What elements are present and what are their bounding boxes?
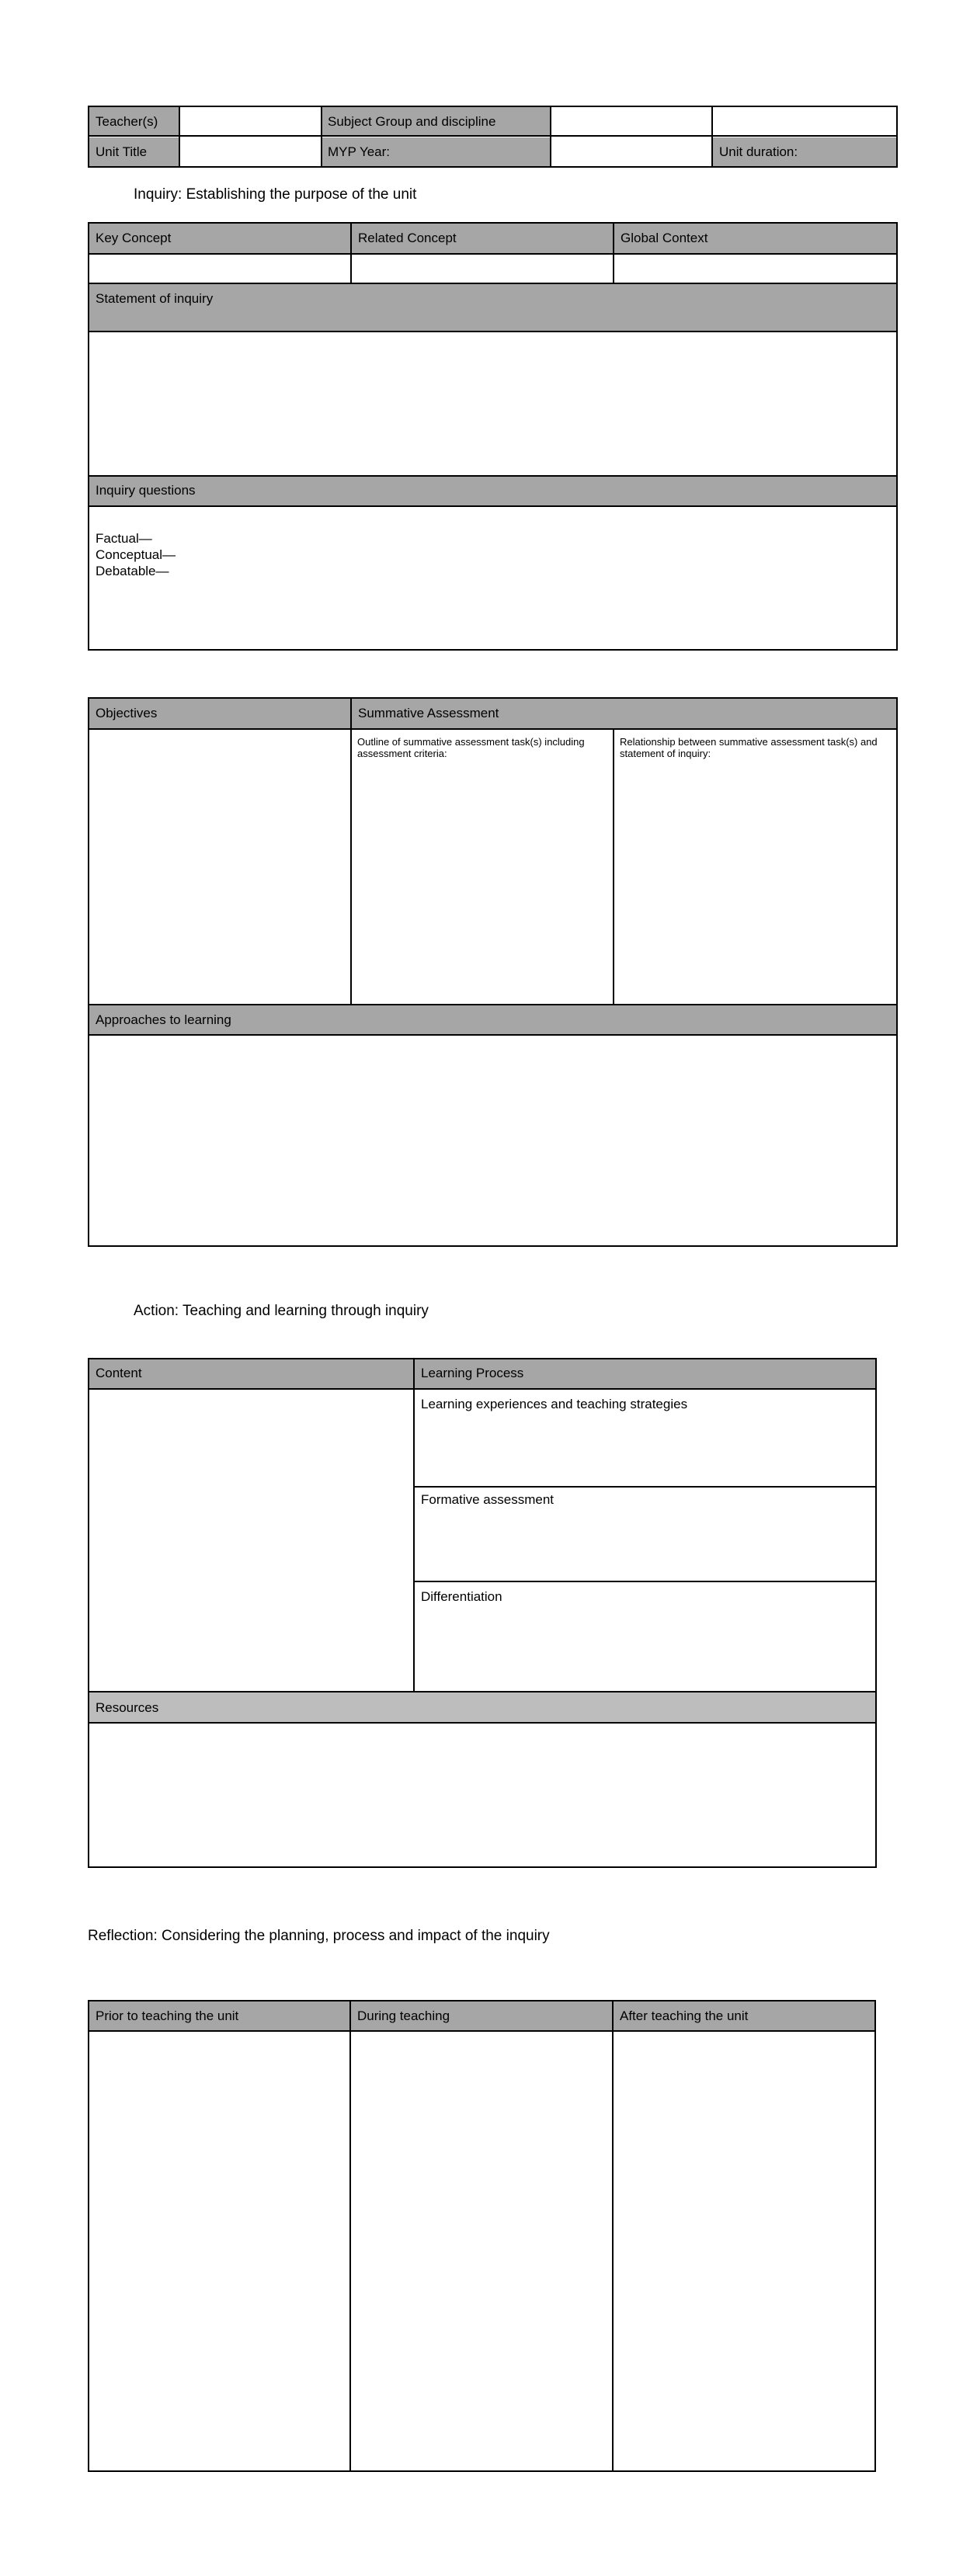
conceptual-question: Conceptual—: [96, 547, 176, 562]
myp-year-label: MYP Year:: [328, 144, 391, 159]
debatable-question: Debatable—: [96, 564, 169, 578]
resources-field[interactable]: [89, 1724, 875, 1866]
after-field[interactable]: [614, 2032, 874, 2470]
inquiry-questions-label: Inquiry questions: [96, 483, 196, 498]
relationship-label: Relationship between summative assessment task(s) and statement of inquiry:: [620, 736, 878, 759]
related-concept-label: Related Concept: [358, 231, 457, 245]
key-concept-field[interactable]: [89, 255, 350, 283]
resources-label: Resources: [96, 1700, 159, 1715]
inquiry-questions-header: [89, 477, 896, 505]
content-label: Content: [96, 1366, 142, 1380]
prior-field[interactable]: [89, 2032, 349, 2470]
concept-header-row: [89, 224, 896, 253]
global-context-label: Global Context: [621, 231, 708, 245]
outline-label: Outline of summative assessment task(s) including assessment criteria:: [357, 736, 585, 759]
inquiry-questions-field[interactable]: [89, 507, 896, 649]
unit-title-label: Unit Title: [96, 144, 148, 159]
teacher-field[interactable]: [180, 107, 321, 135]
atl-field[interactable]: [89, 1036, 896, 1245]
during-field[interactable]: [351, 2032, 612, 2470]
content-field[interactable]: [89, 1390, 413, 1691]
subject-label: Subject Group and discipline: [328, 114, 496, 129]
unit-duration-label: Unit duration:: [719, 144, 798, 159]
reflection-heading: Reflection: Considering the planning, process and impact of the inquiry: [88, 1928, 550, 1944]
related-concept-field[interactable]: [352, 255, 613, 283]
statement-of-inquiry-label: Statement of inquiry: [96, 291, 214, 306]
action-heading: Action: Teaching and learning through inquiry: [134, 1303, 429, 1319]
key-concept-label: Key Concept: [96, 231, 172, 245]
global-context-field[interactable]: [614, 255, 896, 283]
inquiry-heading: Inquiry: Establishing the purpose of the unit: [134, 186, 417, 203]
outline-field[interactable]: [352, 730, 613, 1004]
approaches-to-learning-label: Approaches to learning: [96, 1012, 231, 1027]
prior-label: Prior to teaching the unit: [96, 2008, 239, 2023]
statement-field[interactable]: [89, 332, 896, 475]
factual-question: Factual—: [96, 531, 152, 546]
learning-experiences-label: Learning experiences and teaching strategies: [421, 1397, 688, 1411]
objectives-label: Objectives: [96, 706, 158, 720]
summative-assessment-label: Summative Assessment: [358, 706, 499, 720]
after-label: After teaching the unit: [620, 2008, 749, 2023]
resources-header: [89, 1692, 875, 1722]
teacher-label: Teacher(s): [96, 114, 158, 129]
formative-assessment-label: Formative assessment: [421, 1492, 554, 1507]
learning-process-label: Learning Process: [421, 1366, 524, 1380]
subject-extra-field[interactable]: [713, 107, 896, 135]
myp-year-field[interactable]: [551, 137, 711, 166]
subject-field[interactable]: [551, 107, 711, 135]
relationship-field[interactable]: [614, 730, 896, 1004]
during-label: During teaching: [357, 2008, 450, 2023]
unit-title-field[interactable]: [180, 137, 321, 166]
differentiation-label: Differentiation: [421, 1589, 502, 1604]
objectives-field[interactable]: [89, 730, 350, 1004]
